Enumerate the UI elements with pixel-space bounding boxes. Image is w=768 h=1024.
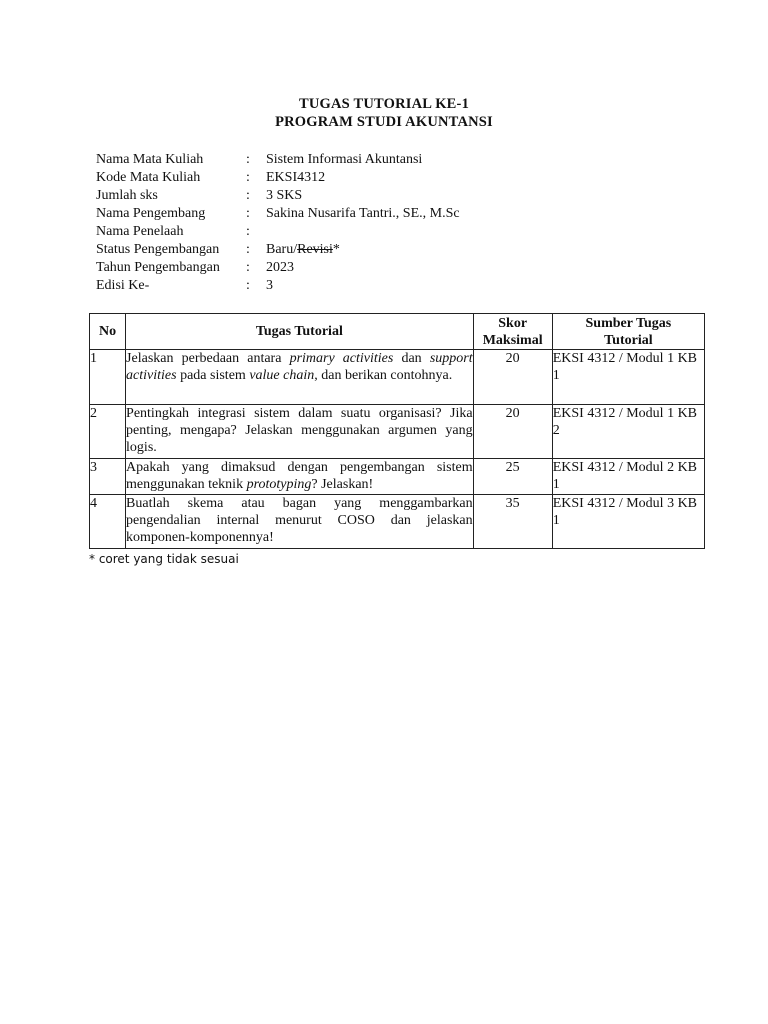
task-text-part: pada sistem [176,368,250,383]
task-source: EKSI 4312 / Modul 2 KB 1 [552,459,704,495]
task-text [126,459,474,495]
task-source: EKSI 4312 / Modul 1 KB 1 [552,350,704,405]
meta-label: Nama Mata Kuliah [96,152,204,167]
task-term-italic: support activities [126,351,473,383]
meta-label: Edisi Ke- [96,278,150,293]
meta-row-reviewer [96,223,460,241]
meta-colon: : [246,188,250,203]
meta-value: EKSI4312 [266,170,326,185]
meta-label: Nama Penelaah [96,224,184,239]
header-task: Tugas Tutorial [126,314,474,350]
meta-value: 2023 [266,260,294,275]
max-score: 20 [473,350,552,405]
max-score: 25 [473,459,552,495]
task-term-italic: prototyping [246,477,312,492]
meta-colon: : [246,278,250,293]
meta-colon: : [246,206,250,221]
status-revision-struck: Revisi [297,242,333,257]
tutorial-task-table [89,313,705,549]
table-row [90,459,705,495]
header-max-score-line2: Maksimal [482,332,543,348]
header-no: No [90,314,126,350]
table-row [90,350,705,405]
footnote: * coret yang tidak sesuai [89,552,239,566]
task-text [126,350,474,405]
table-row [90,405,705,459]
task-term-italic: primary activities [289,351,394,366]
task-text-part: Jelaskan perbedaan antara [126,351,290,366]
meta-value [266,241,340,259]
meta-row-developer [96,205,460,223]
task-text-part: Apakah yang dimaksud dengan pengembangan sistem menggunakan teknik [126,460,473,492]
row-number: 3 [90,459,126,495]
header-source-line1: Sumber Tugas [585,315,672,331]
task-text: Buatlah skema atau bagan yang menggambarkan pengendalian internal menurut COSO dan jelaskan komponen-komponennya! [126,495,474,549]
title-line-1: TUGAS TUTORIAL KE-1 [298,96,470,112]
task-text-part: dan [393,351,430,366]
row-number: 2 [90,405,126,459]
task-text: Pentingkah integrasi sistem dalam suatu organisasi? Jika penting, mengapa? Jelaskan menggunakan argumen yang logis. [126,405,474,459]
row-number: 1 [90,350,126,405]
meta-label: Kode Mata Kuliah [96,170,201,185]
table-header-row [90,314,705,350]
meta-colon: : [246,260,250,275]
document-title [0,95,768,131]
max-score: 20 [473,405,552,459]
meta-label: Status Pengembangan [96,242,220,257]
row-number: 4 [90,495,126,549]
title-line-2: PROGRAM STUDI AKUNTANSI [275,114,493,130]
header-source-line2: Tutorial [604,332,653,348]
meta-value: 3 SKS [266,188,303,203]
header-max-score-line1: Skor [498,315,528,331]
meta-row-credits [96,187,460,205]
header-source [552,314,704,350]
meta-row-edition [96,277,460,295]
status-asterisk: * [332,242,340,257]
table-row [90,495,705,549]
course-info [96,151,460,295]
meta-colon: : [246,242,250,257]
meta-row-year [96,259,460,277]
max-score: 35 [473,495,552,549]
meta-label: Jumlah sks [96,188,158,203]
task-text-part: , dan berikan contohnya. [314,368,453,383]
meta-colon: : [246,170,250,185]
meta-label: Tahun Pengembangan [96,260,220,275]
meta-colon: : [246,152,250,167]
header-max-score [473,314,552,350]
meta-value: 3 [266,278,273,293]
meta-row-status [96,241,460,259]
meta-colon: : [246,224,250,239]
task-source: EKSI 4312 / Modul 3 KB 1 [552,495,704,549]
meta-label: Nama Pengembang [96,206,206,221]
meta-value: Sistem Informasi Akuntansi [266,152,423,167]
task-source: EKSI 4312 / Modul 1 KB 2 [552,405,704,459]
status-new: Baru/ [266,242,298,257]
meta-row-course-name [96,151,460,169]
meta-row-course-code [96,169,460,187]
task-text-part: ? Jelaskan! [311,477,374,492]
task-term-italic: value chain [249,368,315,383]
meta-value: Sakina Nusarifa Tantri., SE., M.Sc [266,206,460,221]
